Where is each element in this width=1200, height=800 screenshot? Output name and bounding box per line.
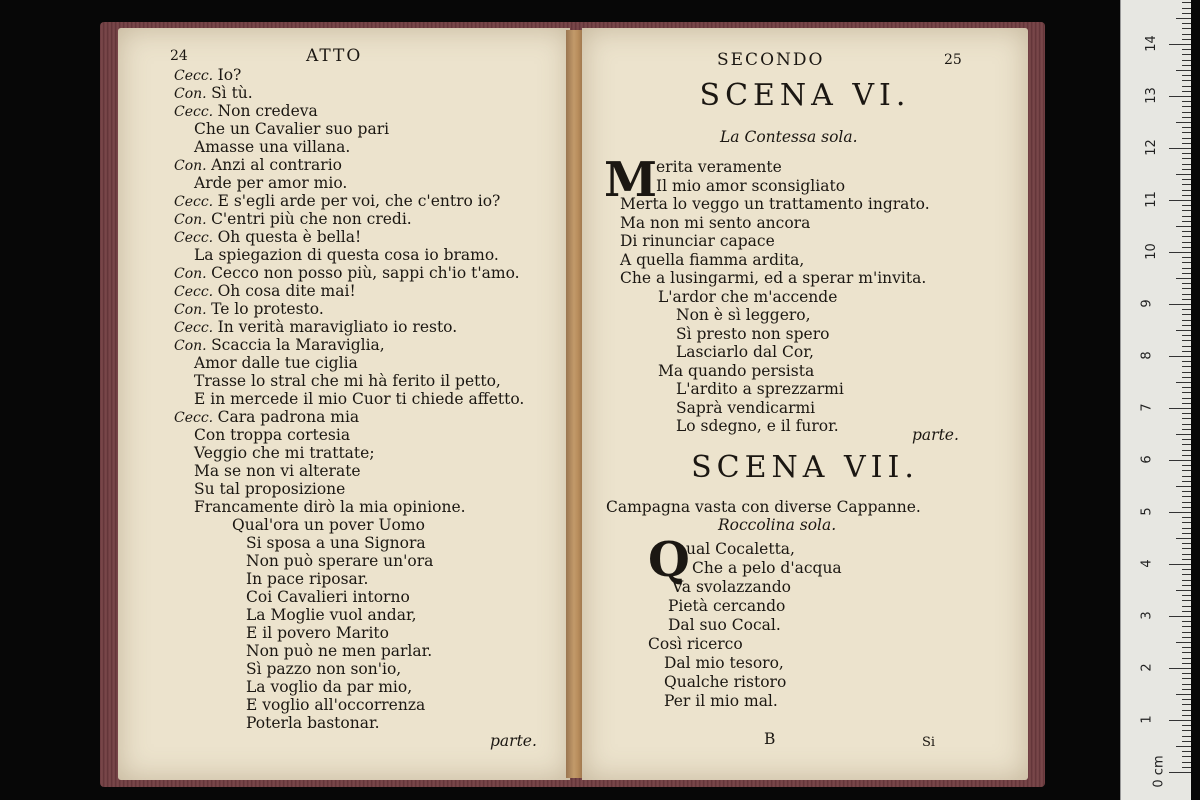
verse-line: Ma quando persista [658,361,815,380]
ruler-tick [1182,715,1191,716]
ruler-tick [1182,413,1191,414]
dialogue-text: Amor dalle tue ciglia [194,354,358,372]
dialogue-text: Coi Cavalieri intorno [246,588,410,606]
ruler-tick [1182,106,1191,107]
ruler-tick [1182,138,1191,139]
ruler-tick [1182,247,1191,248]
ruler-tick [1176,226,1191,227]
ruler-tick [1182,741,1191,742]
ruler-tick [1182,621,1191,622]
ruler-tick [1182,626,1191,627]
ruler-tick [1182,403,1191,404]
ruler-tick [1182,309,1191,310]
dialogue-line [194,498,466,516]
dialogue-line [194,444,375,462]
speaker-label: Cecc. [174,194,218,210]
verse-line: Pietà cercando [668,597,786,615]
ruler-tick [1169,772,1191,773]
ruler-tick [1182,351,1191,352]
ruler-tick [1182,767,1191,768]
dialogue-text: Trasse lo stral che mi hà ferito il petto, [194,372,501,390]
ruler-tick [1182,335,1191,336]
ruler-tick [1182,491,1191,492]
dialogue-text: Io? [217,66,242,84]
ruler-tick [1182,522,1191,523]
ruler-tick [1182,751,1191,752]
ruler-tick [1182,34,1191,35]
ruler-tick [1182,273,1191,274]
ruler-tick [1182,294,1191,295]
ruler-tick [1182,13,1191,14]
dialogue-text: E voglio all'occorrenza [246,696,426,714]
ruler-tick [1182,221,1191,222]
ruler-tick [1169,408,1191,409]
ruler-tick [1182,372,1191,373]
dialogue-line [246,696,425,714]
scene-6-subtitle: La Contessa sola. [720,128,858,146]
dialogue-line [194,354,358,372]
ruler-tick [1169,44,1191,45]
ruler-tick [1176,486,1191,487]
dialogue-line [194,390,524,408]
page-number-left: 24 [170,48,188,64]
ruler-tick [1182,205,1191,206]
dialogue-text: Cara padrona mia [217,408,360,426]
ruler-tick [1169,200,1191,201]
ruler-tick [1169,512,1191,513]
ruler-tick [1182,569,1191,570]
ruler-tick [1182,231,1191,232]
ruler-number: 11 [1143,191,1159,208]
dialogue-line [174,192,500,211]
ruler-tick [1182,678,1191,679]
ruler-number: 8 [1139,351,1155,360]
speaker-label: Cecc. [174,104,218,120]
dialogue-line [194,138,350,156]
speaker-label: Cecc. [174,320,218,336]
dialogue-text: Ma se non vi alterate [194,462,361,480]
ruler-tick [1182,361,1191,362]
ruler-tick [1182,559,1191,560]
ruler-number: 1 [1139,715,1155,724]
verse-line: Dal suo Cocal. [668,616,781,634]
ruler-tick [1182,236,1191,237]
dialogue-text: Qual'ora un pover Uomo [232,516,425,534]
speaker-label: Con. [174,158,212,174]
ruler-tick [1169,96,1191,97]
dialogue-line [246,552,433,570]
ruler-tick [1169,460,1191,461]
ruler-tick [1182,429,1191,430]
ruler-tick [1182,684,1191,685]
ruler-tick [1182,736,1191,737]
dialogue-line [174,84,253,103]
ruler-tick [1182,190,1191,191]
ruler-tick [1182,65,1191,66]
ruler-tick [1182,606,1191,607]
ruler-tick [1169,668,1191,669]
ruler-tick [1176,122,1191,123]
verse-line: Così ricerco [648,635,743,653]
ruler-tick [1182,611,1191,612]
dialogue-text: Non credeva [217,102,318,120]
ruler-tick [1182,392,1191,393]
dialogue-text: La voglio da par mio, [246,678,413,696]
dialogue-text: Si sposa a una Signora [246,534,426,552]
ruler-tick [1182,444,1191,445]
ruler-tick [1182,75,1191,76]
ruler-tick [1182,320,1191,321]
verse-line: Saprà vendicarmi [676,398,816,417]
dialogue-line [174,282,356,301]
ruler-tick [1182,502,1191,503]
ruler-tick [1182,143,1191,144]
ruler-tick [1176,18,1191,19]
ruler-tick [1182,730,1191,731]
ruler-tick [1182,704,1191,705]
ruler-number: 10 [1143,243,1159,260]
ruler-tick [1182,762,1191,763]
ruler-tick [1182,476,1191,477]
ruler-tick [1182,80,1191,81]
dialogue-line [194,480,345,498]
ruler-tick [1182,101,1191,102]
ruler-tick [1182,377,1191,378]
ruler-tick [1176,434,1191,435]
speaker-label: Con. [174,86,212,102]
ruler-tick [1182,283,1191,284]
right-page [582,28,1028,780]
ruler-tick [1182,585,1191,586]
dialogue-line [174,66,241,85]
speaker-label: Con. [174,338,212,354]
dialogue-text: E il povero Marito [246,624,389,642]
ruler-number: 13 [1143,87,1159,104]
ruler-tick [1182,91,1191,92]
ruler-tick [1182,54,1191,55]
ruler-tick [1182,366,1191,367]
ruler-tick [1169,304,1191,305]
ruler-tick [1182,632,1191,633]
verse-line: Merta lo veggo un trattamento ingrato. [620,195,930,213]
ruler-tick [1176,70,1191,71]
dialogue-text: Oh cosa dite mai! [217,282,356,300]
ruler-tick [1182,340,1191,341]
verse-line: Sì presto non spero [676,324,830,343]
speaker-label: Con. [174,266,212,282]
dialogue-line [174,210,412,229]
ruler-tick [1182,262,1191,263]
scene-7-setting: Campagna vasta con diverse Cappanne. [606,498,921,516]
ruler-tick [1182,574,1191,575]
running-head-right: SECONDO [717,50,825,70]
ruler-tick [1176,590,1191,591]
exit-note-right: parte. [912,426,959,444]
dialogue-text: Scaccia la Maraviglia, [211,336,385,354]
ruler-tick [1182,23,1191,24]
dialogue-text: In pace riposar. [246,570,369,588]
ruler-tick [1182,600,1191,601]
verse-line: Il mio amor sconsigliato [656,176,846,195]
ruler-number: 3 [1139,611,1155,620]
dialogue-line [246,624,389,642]
ruler-tick [1182,184,1191,185]
ruler-tick [1182,725,1191,726]
scene-7-dropcap: Q [648,532,690,588]
ruler-tick [1182,288,1191,289]
ruler-tick [1182,179,1191,180]
ruler-tick [1176,174,1191,175]
dialogue-line [174,336,385,355]
ruler-tick [1176,382,1191,383]
ruler-tick [1182,346,1191,347]
ruler-tick [1182,117,1191,118]
left-page [118,28,570,780]
dialogue-line [246,714,380,732]
dialogue-line [194,120,389,138]
dialogue-text: E in mercede il mio Cuor ti chiede affetto. [194,390,525,408]
ruler-tick [1176,694,1191,695]
dialogue-text: Cecco non posso più, sappi ch'io t'amo. [211,264,520,282]
ruler-tick [1182,424,1191,425]
ruler-number: 12 [1143,139,1159,156]
ruler-tick [1182,164,1191,165]
ruler-tick [1182,153,1191,154]
ruler-tick [1182,242,1191,243]
speaker-label: Cecc. [174,410,218,426]
dialogue-text: Anzi al contrario [211,156,342,174]
ruler-number: 4 [1139,559,1155,568]
ruler-tick [1182,439,1191,440]
ruler-tick [1182,554,1191,555]
scene-7-heading: SCENA VII. [691,450,919,485]
ruler-tick [1169,616,1191,617]
ruler-tick [1182,710,1191,711]
ruler-tick [1182,543,1191,544]
measuring-ruler [1120,0,1191,800]
dialogue-text: Amasse una villana. [194,138,351,156]
speaker-label: Cecc. [174,284,218,300]
ruler-tick [1182,637,1191,638]
dialogue-line [194,372,501,390]
ruler-tick [1182,127,1191,128]
catchword: Si [922,735,936,750]
verse-line: Lasciarlo dal Cor, [676,343,814,361]
verse-line: erita veramente [656,158,782,176]
verse-line: Lo sdegno, e il furor. [676,417,839,435]
ruler-tick [1169,720,1191,721]
dialogue-text: Oh questa è bella! [217,228,362,246]
speaker-label: Cecc. [174,230,218,246]
ruler-tick [1182,132,1191,133]
dialogue-text: Non può sperare un'ora [246,552,434,570]
ruler-tick [1182,195,1191,196]
ruler-tick [1182,465,1191,466]
verse-line: ual Cocaletta, [686,540,795,558]
dialogue-line [246,642,432,660]
ruler-tick [1182,595,1191,596]
dialogue-line [246,588,410,606]
ruler-tick [1182,86,1191,87]
ruler-number: 7 [1139,403,1155,412]
page-number-right: 25 [944,52,962,68]
ruler-tick [1182,481,1191,482]
dialogue-line [174,300,324,319]
dialogue-text: Sì tù. [211,84,253,102]
dialogue-text: In verità maravigliato io resto. [217,318,458,336]
ruler-number: 2 [1139,663,1155,672]
verse-line: Dal mio tesoro, [664,654,784,672]
verse-line: Di rinunciar capace [620,232,775,250]
scene-6-heading: SCENA VI. [699,78,911,113]
speaker-label: Con. [174,302,212,318]
ruler-number: 14 [1143,35,1159,52]
dialogue-line [194,174,347,192]
ruler-tick [1182,450,1191,451]
ruler-tick [1182,60,1191,61]
dialogue-line [246,678,412,696]
verse-line: Non è sì leggero, [676,306,811,324]
ruler-tick [1182,49,1191,50]
ruler-tick [1182,647,1191,648]
ruler-number: 5 [1139,507,1155,516]
dialogue-text: Non può ne men parlar. [246,642,433,660]
ruler-number: 9 [1139,299,1155,308]
verse-line: Per il mio mal. [664,692,778,710]
dialogue-text: La Moglie vuol andar, [246,606,417,624]
ruler-number: 6 [1139,455,1155,464]
ruler-tick [1176,538,1191,539]
dialogue-text: Veggio che mi trattate; [194,444,375,462]
verse-line: Ma non mi sento ancora [620,213,811,232]
dialogue-text: E s'egli arde per voi, che c'entro io? [217,192,501,210]
ruler-tick [1182,455,1191,456]
scene-7-subtitle: Roccolina sola. [718,516,837,534]
ruler-number: 0 cm [1151,755,1167,788]
ruler-tick [1182,658,1191,659]
dialogue-text: Su tal proposizione [194,480,346,498]
ruler-tick [1182,2,1191,3]
ruler-tick [1182,398,1191,399]
ruler-tick [1182,507,1191,508]
dialogue-line [246,606,417,624]
speaker-label: Con. [174,212,212,228]
ruler-tick [1182,689,1191,690]
ruler-tick [1182,470,1191,471]
ruler-tick [1182,756,1191,757]
ruler-tick [1169,356,1191,357]
ruler-tick [1182,112,1191,113]
ruler-tick [1182,517,1191,518]
ruler-tick [1182,496,1191,497]
ruler-tick [1169,252,1191,253]
dialogue-line [246,660,401,678]
ruler-tick [1182,28,1191,29]
running-head-left: ATTO [306,46,363,66]
dialogue-line [174,102,318,121]
dialogue-line [246,570,368,588]
dialogue-text: Te lo protesto. [211,300,324,318]
ruler-tick [1182,216,1191,217]
speaker-label: Cecc. [174,68,218,84]
dialogue-line [194,426,350,444]
ruler-tick [1182,387,1191,388]
dialogue-text: Con troppa cortesia [194,426,351,444]
ruler-tick [1176,330,1191,331]
ruler-tick [1182,699,1191,700]
ruler-tick [1182,580,1191,581]
verse-line: A quella fiamma ardita, [620,250,805,269]
ruler-tick [1169,564,1191,565]
ruler-tick [1182,673,1191,674]
ruler-tick [1176,746,1191,747]
dialogue-line [246,534,426,552]
dialogue-line [194,246,499,264]
ruler-tick [1182,257,1191,258]
ruler-tick [1182,533,1191,534]
ruler-tick [1182,299,1191,300]
verse-line: L'ardor che m'accende [658,287,838,306]
ruler-tick [1169,148,1191,149]
ruler-tick [1176,642,1191,643]
dialogue-line [174,156,342,175]
ruler-tick [1182,418,1191,419]
ruler-tick [1182,652,1191,653]
dialogue-text: Arde per amor mio. [194,174,348,192]
ruler-tick [1182,663,1191,664]
ruler-tick [1182,268,1191,269]
ruler-tick [1182,548,1191,549]
verse-line: Che a pelo d'acqua [692,559,842,577]
dialogue-line [174,408,359,427]
ruler-tick [1182,8,1191,9]
dialogue-text: C'entri più che non credi. [211,210,412,228]
ruler-tick [1182,528,1191,529]
ruler-tick [1182,210,1191,211]
dialogue-text: Sì pazzo non son'io, [246,660,402,678]
dialogue-text: Poterla bastonar. [246,714,380,732]
scene-6-dropcap: M [604,152,658,208]
dialogue-text: Francamente dirò la mia opinione. [194,498,466,516]
ruler-tick [1182,158,1191,159]
verse-line: Che a lusingarmi, ed a sperar m'invita. [620,269,927,287]
signature-mark: B [764,730,776,748]
ruler-tick [1182,39,1191,40]
verse-line: Qualche ristoro [664,673,787,691]
dialogue-line [174,264,520,283]
ruler-tick [1182,169,1191,170]
ruler-tick [1176,278,1191,279]
ruler-tick [1182,325,1191,326]
dialogue-line [194,462,361,480]
dialogue-text: La spiegazion di questa cosa io bramo. [194,246,499,264]
dialogue-text: Che un Cavalier suo pari [194,120,390,138]
verse-line: Va svolazzando [672,578,791,596]
ruler-tick [1182,314,1191,315]
dialogue-line [232,516,425,534]
dialogue-line [174,318,457,337]
dialogue-line [174,228,361,247]
exit-note-left: parte. [490,732,537,750]
verse-line: L'ardito a sprezzarmi [676,380,844,398]
